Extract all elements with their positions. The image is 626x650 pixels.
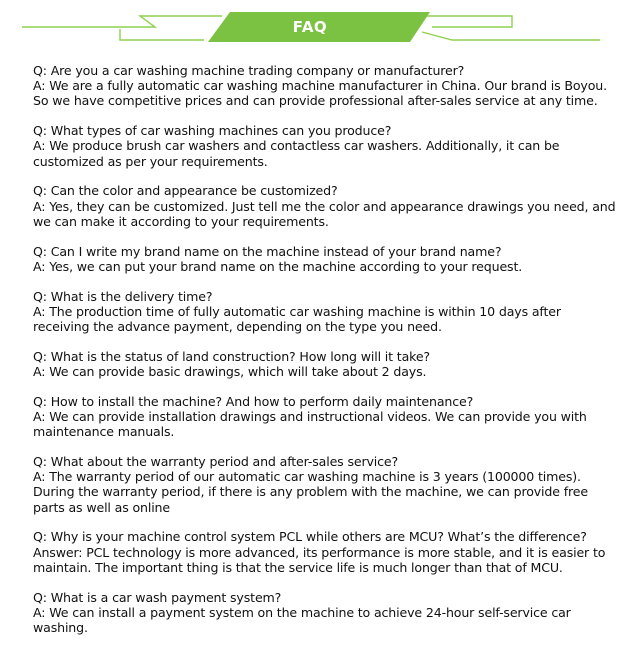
- faq-item: [33, 123, 618, 169]
- faq-answer: A: We can provide basic drawings, which will take about 2 days.: [33, 364, 427, 380]
- faq-answer: A: The warranty period of our automatic car washing machine is 3 years (100000 times). During the warranty period, if there is any problem with the machine, we can provide free parts as well as online: [33, 469, 588, 515]
- faq-title: FAQ: [292, 18, 328, 36]
- faq-item: [33, 349, 618, 379]
- faq-item: [33, 454, 618, 515]
- faq-item: [33, 394, 618, 440]
- faq-answer: A: We can install a payment system on the machine to achieve 24-hour self-service car washing.: [33, 604, 571, 636]
- faq-item: [33, 183, 618, 229]
- faq-item: [33, 590, 618, 636]
- faq-answer: A: We are a fully automatic car washing machine manufacturer in China. Our brand is Boyou. So we have competitive prices and can provide professional after-sales service at any time.: [33, 78, 607, 109]
- faq-answer: A: We produce brush car washers and contactless car washers. Additionally, it can be customized as per your requirements.: [33, 138, 560, 169]
- faq-answer: A: Yes, they can be customized. Just tell me the color and appearance drawings you need, and we can make it according to your requirements.: [33, 198, 616, 229]
- faq-header: [0, 0, 626, 50]
- faq-question: Q: Can the color and appearance be customized?: [33, 183, 338, 199]
- faq-question: Q: What is the status of land construction? How long will it take?: [33, 348, 430, 364]
- faq-item: [33, 529, 618, 575]
- faq-item: [33, 63, 618, 109]
- faq-answer: A: We can provide installation drawings and instructional videos. We can provide you with maintenance manuals.: [33, 409, 587, 440]
- faq-item: [33, 244, 618, 274]
- faq-question: Q: Can I write my brand name on the machine instead of your brand name?: [33, 243, 502, 259]
- faq-question: Q: How to install the machine? And how to perform daily maintenance?: [33, 393, 474, 409]
- faq-answer: Answer: PCL technology is more advanced, its performance is more stable, and it is easier to maintain. The important thing is that the service life is much longer than that of MCU.: [33, 544, 606, 575]
- faq-question: Q: Why is your machine control system PCL while others are MCU? What’s the difference?: [33, 529, 587, 545]
- faq-question: Q: Are you a car washing machine trading company or manufacturer?: [33, 63, 465, 78]
- faq-question: Q: What is a car wash payment system?: [33, 589, 282, 605]
- faq-question: Q: What about the warranty period and after-sales service?: [33, 454, 399, 470]
- faq-question: Q: What types of car washing machines can you produce?: [33, 123, 392, 139]
- faq-question: Q: What is the delivery time?: [33, 288, 213, 304]
- header-line-left-lower: [120, 29, 204, 40]
- faq-list: [33, 63, 618, 650]
- faq-answer: A: Yes, we can put your brand name on the machine according to your request.: [33, 258, 523, 274]
- faq-answer: A: The production time of fully automatic car washing machine is within 10 days after receiving the advance payment, depending on the type you need.: [33, 303, 561, 335]
- faq-item: [33, 289, 618, 335]
- header-line-left-upper: [22, 16, 222, 27]
- header-line-right-lower: [422, 32, 600, 40]
